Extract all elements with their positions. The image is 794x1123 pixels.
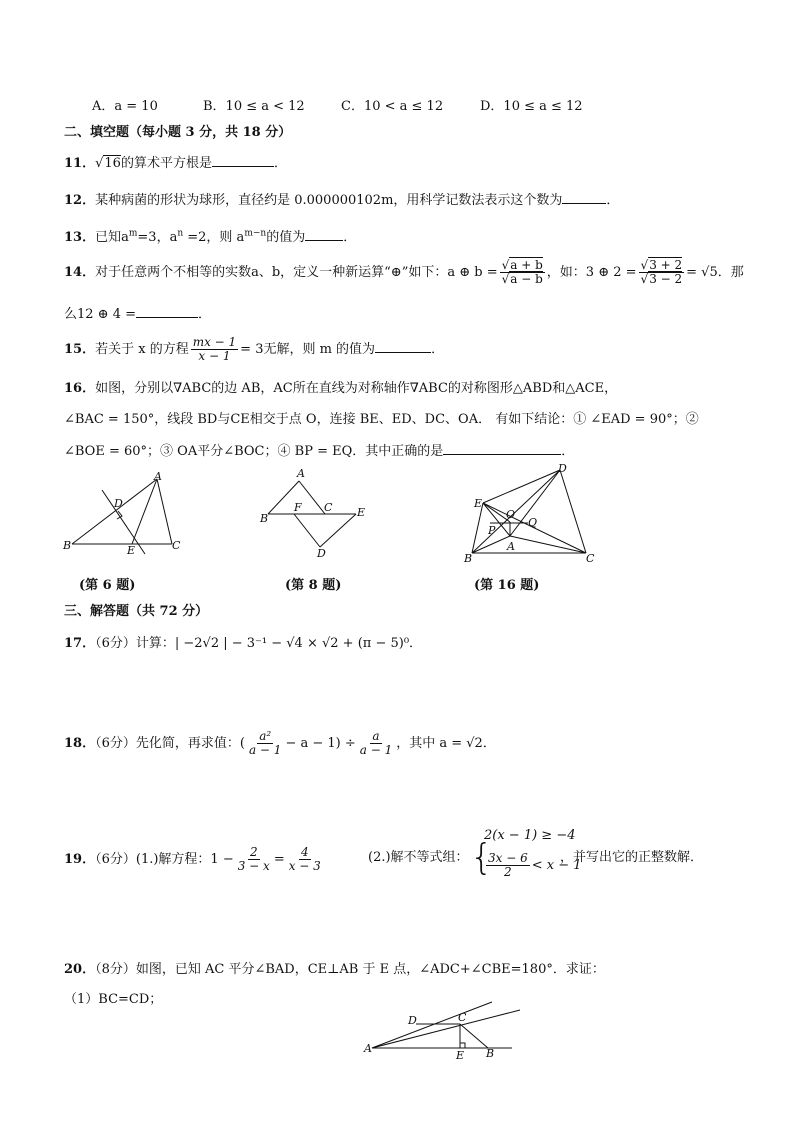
- fig8-label-a: A: [297, 467, 305, 480]
- q13-text1: 已知a: [95, 230, 129, 245]
- q14-answer-blank[interactable]: [136, 305, 198, 318]
- q14-line2: 么12 ⊕ 4 =: [64, 307, 136, 322]
- fig8-label-e: E: [357, 506, 366, 519]
- caption-figure-6: (第 6 题): [79, 578, 136, 593]
- q19-score: （6分）: [95, 852, 136, 867]
- q14-text3: = √5．那: [686, 265, 744, 280]
- fig20-label-d: D: [408, 1014, 417, 1027]
- q17-text: 计算：| −2√2 | − 3⁻¹ − √4 × √2 + (π − 5)⁰．: [135, 636, 423, 651]
- q13-end: ．: [343, 230, 357, 245]
- question-14-line2: [64, 303, 211, 322]
- q12-text: 某种病菌的形状为球形，直径约是 0.000000102m，用科学记数法表示这个数为: [95, 193, 563, 208]
- q16-line3: ∠BOE = 60°；③ OA平分∠BOC；④ BP = EQ．其中正确的是: [64, 444, 444, 459]
- q20-number: 20．: [64, 962, 96, 977]
- q16-line1: 如图，分别以∇ABC的边 AB，AC所在直线为对称轴作∇ABC的对称图形△ABD和△ACE，: [95, 381, 618, 396]
- figure-6: [60, 470, 190, 560]
- q20-score: （8分）: [95, 962, 136, 977]
- q13-text3: =2，则 a: [183, 230, 245, 245]
- fig6-label-c: C: [172, 539, 181, 552]
- q17-score: （6分）: [95, 636, 136, 651]
- q16-answer-blank[interactable]: [443, 442, 561, 455]
- q15-number: 15．: [64, 342, 96, 357]
- fig20-label-c: C: [458, 1011, 467, 1024]
- q17-number: 17．: [64, 636, 96, 651]
- q14-text1: 对于任意两个不相等的实数a、b，定义一种新运算“⊕”如下：a ⊕ b =: [95, 265, 498, 280]
- q19-part1: (1.)解方程：1 −: [135, 852, 234, 867]
- q13-number: 13．: [64, 230, 96, 245]
- q16-number: 16．: [64, 381, 96, 396]
- q19-part2: (2.)解不等式组：: [368, 850, 469, 865]
- q12-answer-blank[interactable]: [562, 191, 606, 204]
- fig16-label-p: P: [488, 524, 496, 537]
- question-14: [64, 259, 744, 286]
- q11-number: 11．: [64, 156, 96, 171]
- q19-number: 19．: [64, 852, 96, 867]
- q10-option-c: C．10 < a ≤ 12: [341, 99, 444, 114]
- figure-20: [362, 1000, 527, 1066]
- q18-score: （6分）: [95, 736, 136, 751]
- question-16: [64, 377, 617, 396]
- q18-text3: ，其中 a = √2．: [396, 736, 496, 751]
- q11-text: 的算术平方根是: [120, 156, 212, 171]
- q18-text1: 先化简，再求值：(: [135, 736, 245, 751]
- q14-fraction-1: $\frac{√a + b}{√a - b}$: [501, 258, 543, 286]
- q20-text: 如图，已知 AC 平分∠BAD，CE⊥AB 于 E 点，∠ADC+∠CBE=180°．求证：: [135, 962, 605, 977]
- fig16-label-b: B: [464, 552, 473, 565]
- fig16-label-q: Q: [528, 516, 538, 529]
- fig20-label-a: A: [364, 1042, 372, 1055]
- question-20: [64, 958, 605, 977]
- question-17: [64, 632, 422, 651]
- figure-16: [460, 460, 610, 570]
- fig16-label-d: D: [558, 462, 567, 475]
- q13-answer-blank[interactable]: [305, 228, 343, 241]
- q15-end: ．: [431, 342, 445, 357]
- fig20-label-b: B: [486, 1047, 495, 1060]
- q19-inequality-1: 2(x − 1) ≥ −4: [484, 828, 576, 843]
- fig16-label-e: E: [474, 497, 483, 510]
- q10-option-d: D．10 ≤ a ≤ 12: [480, 99, 583, 114]
- q15-text1: 若关于 x 的方程: [95, 342, 189, 357]
- q13-text4: 的值为: [266, 230, 306, 245]
- fig16-label-o: O: [506, 508, 516, 521]
- q20-part1: （1）BC=CD；: [64, 992, 163, 1007]
- question-11: 11．√16的算术平方根是 ．: [64, 156, 287, 171]
- q14-end: ．: [198, 307, 212, 322]
- section-2-heading: 二、填空题（每小题 3 分，共 18 分）: [64, 125, 292, 140]
- question-15: [64, 336, 444, 363]
- q10-option-a: A．a = 10: [92, 99, 158, 114]
- q11-radicand: 16: [104, 156, 121, 171]
- q13-text2: =3，a: [137, 230, 178, 245]
- q18-text2: − a − 1) ÷: [285, 736, 356, 751]
- q19-tail: ，并写出它的正整数解．: [560, 850, 704, 865]
- q18-fraction-1: $\frac{\text{a²}}{a - 1}$: [248, 729, 282, 757]
- q15-fraction: $\frac{mx - 1}{x - 1}$: [192, 335, 237, 363]
- fig8-label-b: B: [260, 512, 269, 525]
- q16-line2: ∠BAC = 150°，线段 BD与CE相交于点 O，连接 BE、ED、DC、OA． 有如下结论：① ∠EAD = 90°；②: [64, 412, 699, 427]
- fig20-label-e: E: [456, 1049, 465, 1062]
- caption-figure-16: (第 16 题): [474, 578, 540, 593]
- q19-equals: =: [273, 852, 285, 867]
- q10-option-b: B．10 ≤ a < 12: [203, 99, 305, 114]
- q11-answer-blank[interactable]: [212, 154, 274, 167]
- q18-fraction-2: $\frac{a}{a - 1}$: [359, 729, 393, 757]
- question-18: [64, 730, 496, 757]
- fig16-label-c: C: [586, 552, 595, 565]
- caption-figure-8: (第 8 题): [285, 578, 342, 593]
- q12-number: 12．: [64, 193, 96, 208]
- fig8-label-c: C: [324, 501, 333, 514]
- q19-fraction-1: $\frac{2}{3 - x}$: [237, 845, 270, 873]
- q13-exp2: n: [177, 228, 184, 239]
- q19-brace: {: [470, 837, 493, 878]
- q19-ineq2-fraction: $\frac{3x - 6}{2}$: [488, 851, 528, 879]
- fig6-label-a: A: [154, 470, 162, 483]
- q14-number: 14．: [64, 265, 96, 280]
- q18-number: 18．: [64, 736, 96, 751]
- question-16-line3: [64, 440, 574, 459]
- q15-text2: = 3无解，则 m 的值为: [240, 342, 376, 357]
- q19-inequality-2: $\frac{3x - 6}{2}$ < x − 1: [488, 851, 582, 879]
- q14-fraction-2: $\frac{√3 + 2}{√3 - 2}$: [640, 258, 683, 286]
- q13-exp1: m: [128, 228, 138, 239]
- q15-answer-blank[interactable]: [375, 340, 431, 353]
- q16-end: ．: [561, 444, 575, 459]
- fig8-label-f: F: [294, 501, 302, 514]
- fig8-label-d: D: [317, 547, 326, 559]
- q13-exp3: m−n: [244, 228, 267, 239]
- question-19: [64, 846, 325, 873]
- fig6-label-d: D: [114, 497, 123, 510]
- section-3-heading: 三、解答题（共 72 分）: [64, 604, 209, 619]
- fig6-label-e: E: [127, 544, 136, 557]
- q11-end: ．: [273, 156, 287, 171]
- q19-fraction-2: $\frac{4}{x - 3}$: [288, 845, 321, 873]
- figure-8: [256, 467, 368, 559]
- fig16-label-a: A: [507, 540, 515, 553]
- fig6-label-b: B: [63, 539, 72, 552]
- question-13: [64, 226, 356, 245]
- q12-end: ．: [606, 193, 620, 208]
- q14-text2: ，如：3 ⊕ 2 =: [546, 265, 637, 280]
- question-12: [64, 189, 619, 208]
